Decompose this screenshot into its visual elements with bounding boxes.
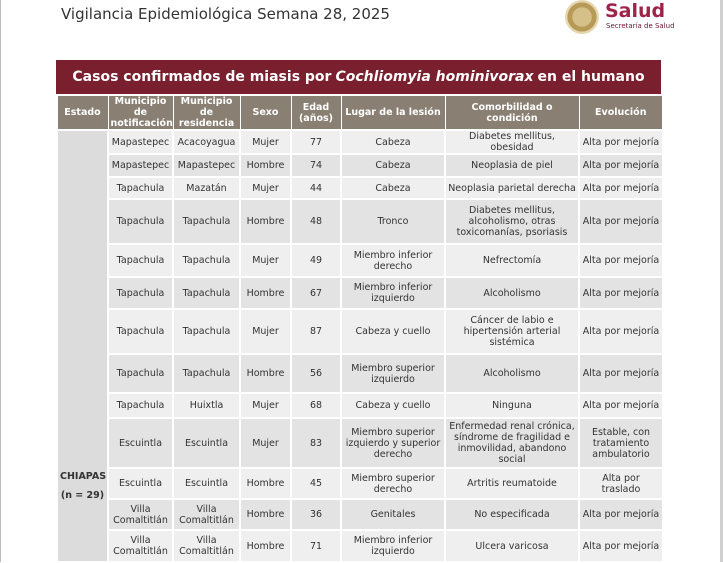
cell-evolucion: Alta por mejoría xyxy=(579,154,662,177)
cell-comorbilidad: Diabetes mellitus, obesidad xyxy=(445,130,579,154)
cell-edad: 44 xyxy=(291,177,341,199)
cell-municipio-residencia: Huixtla xyxy=(173,393,240,418)
cell-sexo: Hombre xyxy=(240,499,291,530)
state-name: CHIAPAS xyxy=(60,471,107,482)
cell-lugar-lesion: Tronco xyxy=(341,199,445,244)
cell-edad: 74 xyxy=(291,154,341,177)
col-header-evolucion: Evolución xyxy=(579,96,662,130)
col-header-municipio-notificacion: Municipio de notificación xyxy=(108,96,173,130)
cell-evolucion: Alta por mejoría xyxy=(579,199,662,244)
cell-sexo: Hombre xyxy=(240,354,291,393)
cell-comorbilidad: Ninguna xyxy=(445,393,579,418)
salud-logo xyxy=(565,0,695,34)
banner-title-pre: Casos confirmados de miasis por xyxy=(72,69,332,85)
logo-subtitle: Secretaría de Salud xyxy=(606,22,675,30)
state-count: (n = 29) xyxy=(60,490,105,501)
cell-municipio-residencia: Mapastepec xyxy=(173,154,240,177)
page-title: Vigilancia Epidemiológica Semana 28, 2025 xyxy=(61,5,390,23)
cell-municipio-residencia: Tapachula xyxy=(173,309,240,354)
cell-evolucion: Alta por mejoría xyxy=(579,530,662,562)
cell-sexo: Hombre xyxy=(240,530,291,562)
cell-municipio-notificacion: Tapachula xyxy=(108,244,173,277)
cell-lugar-lesion: Miembro superior izquierdo y superior derecho xyxy=(341,418,445,468)
cell-edad: 83 xyxy=(291,418,341,468)
cell-municipio-notificacion: Mapastepec xyxy=(108,130,173,154)
col-header-edad: Edad (años) xyxy=(291,96,341,130)
cell-municipio-notificacion: Tapachula xyxy=(108,177,173,199)
cell-comorbilidad: Ulcera varicosa xyxy=(445,530,579,562)
cell-edad: 67 xyxy=(291,277,341,309)
cell-municipio-notificacion: Tapachula xyxy=(108,277,173,309)
cell-comorbilidad: Diabetes mellitus, alcoholismo, otras toxicomanías, psoriasis xyxy=(445,199,579,244)
table-header-row xyxy=(57,96,662,130)
cell-evolucion: Alta por mejoría xyxy=(579,177,662,199)
cell-comorbilidad: Neoplasia de piel xyxy=(445,154,579,177)
cell-evolucion: Estable, con tratamiento ambulatorio xyxy=(579,418,662,468)
cell-sexo: Mujer xyxy=(240,244,291,277)
cell-comorbilidad: Enfermedad renal crónica, síndrome de fragilidad e inmovilidad, abandono social xyxy=(445,418,579,468)
cell-comorbilidad: Alcoholismo xyxy=(445,277,579,309)
cell-evolucion: Alta por mejoría xyxy=(579,277,662,309)
state-cell xyxy=(57,130,108,562)
col-header-estado: Estado xyxy=(57,96,108,130)
table-row xyxy=(57,393,662,418)
cell-municipio-residencia: Tapachula xyxy=(173,354,240,393)
cell-lugar-lesion: Cabeza y cuello xyxy=(341,393,445,418)
cell-lugar-lesion: Genitales xyxy=(341,499,445,530)
cell-edad: 87 xyxy=(291,309,341,354)
cell-edad: 77 xyxy=(291,130,341,154)
government-seal-icon xyxy=(565,0,599,34)
window-left-border xyxy=(0,0,1,562)
logo-name: Salud xyxy=(605,0,666,22)
cell-municipio-notificacion: Mapastepec xyxy=(108,154,173,177)
table-row xyxy=(57,130,662,154)
table-banner xyxy=(56,60,661,94)
cell-comorbilidad: Neoplasia parietal derecha xyxy=(445,177,579,199)
cell-municipio-residencia: Acacoyagua xyxy=(173,130,240,154)
cell-edad: 56 xyxy=(291,354,341,393)
cell-evolucion: Alta por mejoría xyxy=(579,309,662,354)
cell-sexo: Mujer xyxy=(240,393,291,418)
table-row xyxy=(57,499,662,530)
table-row xyxy=(57,418,662,468)
cell-comorbilidad: Nefrectomía xyxy=(445,244,579,277)
cell-edad: 49 xyxy=(291,244,341,277)
cell-municipio-residencia: Mazatán xyxy=(173,177,240,199)
cell-municipio-residencia: Escuintla xyxy=(173,468,240,499)
cell-sexo: Hombre xyxy=(240,468,291,499)
cell-lugar-lesion: Miembro inferior izquierdo xyxy=(341,530,445,562)
cell-edad: 71 xyxy=(291,530,341,562)
cell-evolucion: Alta por mejoría xyxy=(579,244,662,277)
cell-sexo: Hombre xyxy=(240,154,291,177)
cell-comorbilidad: No especificada xyxy=(445,499,579,530)
cell-lugar-lesion: Miembro inferior izquierdo xyxy=(341,277,445,309)
table-row xyxy=(57,309,662,354)
cell-sexo: Mujer xyxy=(240,309,291,354)
cell-evolucion: Alta por mejoría xyxy=(579,130,662,154)
cell-sexo: Mujer xyxy=(240,177,291,199)
cell-evolucion: Alta por traslado xyxy=(579,468,662,499)
cell-evolucion: Alta por mejoría xyxy=(579,354,662,393)
cell-lugar-lesion: Cabeza xyxy=(341,154,445,177)
cell-municipio-residencia: Tapachula xyxy=(173,277,240,309)
cell-municipio-residencia: Villa Comaltitlán xyxy=(173,530,240,562)
cell-municipio-notificacion: Tapachula xyxy=(108,393,173,418)
cell-municipio-notificacion: Tapachula xyxy=(108,354,173,393)
table-row xyxy=(57,177,662,199)
cell-municipio-notificacion: Tapachula xyxy=(108,199,173,244)
cell-municipio-notificacion: Escuintla xyxy=(108,468,173,499)
cell-municipio-notificacion: Villa Comaltitlán xyxy=(108,499,173,530)
cell-municipio-residencia: Villa Comaltitlán xyxy=(173,499,240,530)
table-row xyxy=(57,244,662,277)
table-row xyxy=(57,530,662,562)
cell-municipio-residencia: Tapachula xyxy=(173,244,240,277)
cell-edad: 36 xyxy=(291,499,341,530)
cell-comorbilidad: Cáncer de labio e hipertensión arterial sistémica xyxy=(445,309,579,354)
cell-sexo: Mujer xyxy=(240,130,291,154)
cell-edad: 68 xyxy=(291,393,341,418)
cell-edad: 45 xyxy=(291,468,341,499)
cell-comorbilidad: Artritis reumatoide xyxy=(445,468,579,499)
cell-lugar-lesion: Cabeza y cuello xyxy=(341,309,445,354)
cell-lugar-lesion: Miembro inferior derecho xyxy=(341,244,445,277)
col-header-comorbilidad: Comorbilidad o condición xyxy=(445,96,579,130)
cell-sexo: Hombre xyxy=(240,277,291,309)
col-header-lugar-lesion: Lugar de la lesión xyxy=(341,96,445,130)
table-row xyxy=(57,277,662,309)
cell-municipio-notificacion: Tapachula xyxy=(108,309,173,354)
cell-municipio-notificacion: Villa Comaltitlán xyxy=(108,530,173,562)
cell-lugar-lesion: Miembro superior izquierdo xyxy=(341,354,445,393)
cases-table xyxy=(56,96,662,563)
table-row xyxy=(57,199,662,244)
cell-sexo: Hombre xyxy=(240,199,291,244)
banner-title-italic: Cochliomyia hominivorax xyxy=(335,69,534,85)
cell-edad: 48 xyxy=(291,199,341,244)
cell-comorbilidad: Alcoholismo xyxy=(445,354,579,393)
cell-lugar-lesion: Miembro superior derecho xyxy=(341,468,445,499)
col-header-municipio-residencia: Municipio de residencia xyxy=(173,96,240,130)
cell-sexo: Mujer xyxy=(240,418,291,468)
cell-municipio-residencia: Tapachula xyxy=(173,199,240,244)
cell-evolucion: Alta por mejoría xyxy=(579,499,662,530)
table-row xyxy=(57,154,662,177)
cell-municipio-residencia: Escuintla xyxy=(173,418,240,468)
banner-title-post: en el humano xyxy=(537,69,645,85)
cell-lugar-lesion: Cabeza xyxy=(341,130,445,154)
cell-evolucion: Alta por mejoría xyxy=(579,393,662,418)
table-row xyxy=(57,354,662,393)
cell-lugar-lesion: Cabeza xyxy=(341,177,445,199)
cell-municipio-notificacion: Escuintla xyxy=(108,418,173,468)
table-row xyxy=(57,468,662,499)
col-header-sexo: Sexo xyxy=(240,96,291,130)
